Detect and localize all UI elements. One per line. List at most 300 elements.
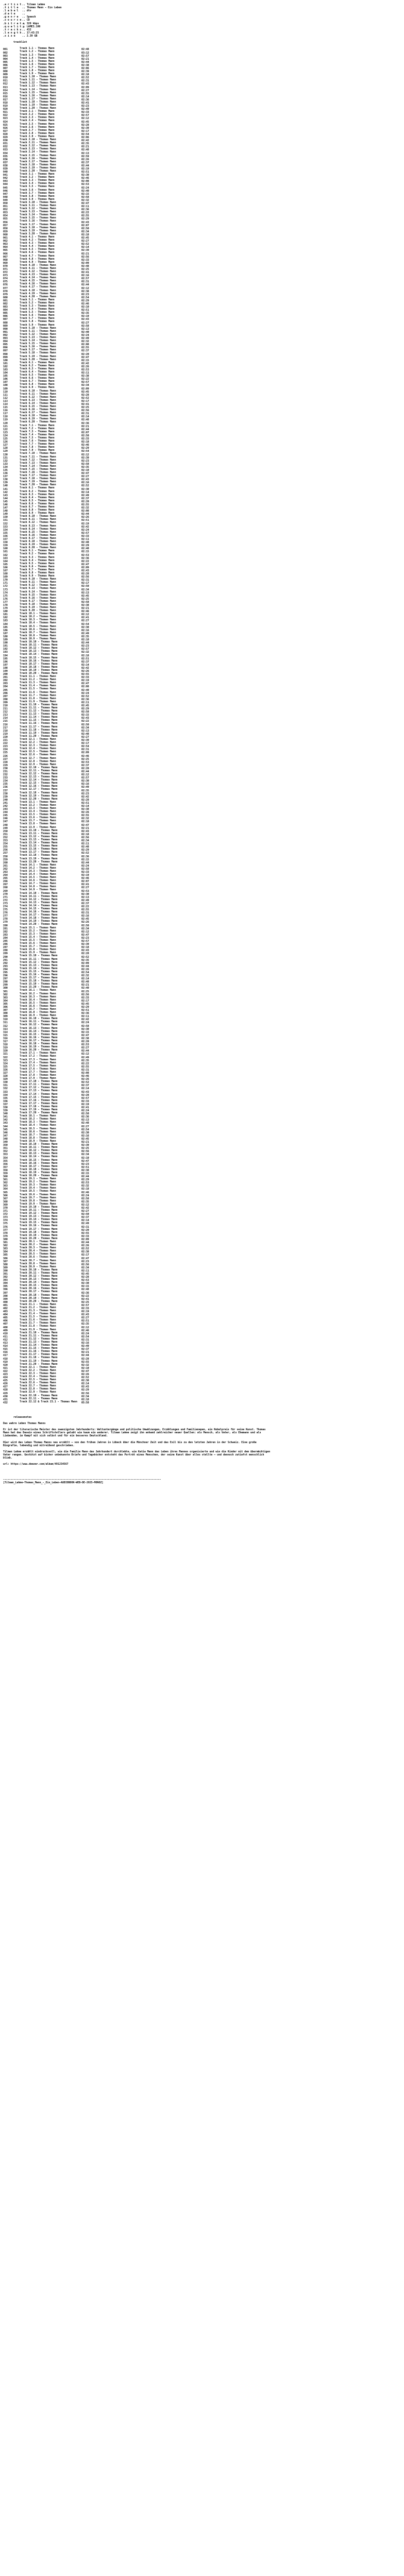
track-number: 073 (3, 274, 8, 277)
release-info-label: .a r t i s t (3, 3, 22, 6)
track-number: 408 (3, 1326, 8, 1328)
track-duration: 02:19 (81, 1103, 89, 1105)
track-duration: 02:23 (81, 459, 89, 462)
release-info-value: .. 320 kbps (22, 22, 39, 25)
track-duration: 02:52 (81, 76, 89, 79)
track-number: 432 (3, 1401, 8, 1403)
track-title: Track 14.14 - Thomas Mann (20, 904, 58, 907)
track-title: Track 16.1 - Thomas Mann (20, 989, 56, 992)
track-title: Track 8.10 - Thomas Mann (20, 515, 56, 518)
track-number: 308 (3, 1012, 8, 1014)
track-title: Track 1.4 - Thomas Mann (20, 56, 55, 60)
track-duration: 02:29 (81, 1388, 89, 1391)
track-title: Track 14.2 - Thomas Mann (20, 866, 56, 870)
track-title: Track 17.16 - Thomas Mann (20, 1098, 58, 1102)
track-number: 370 (3, 1207, 8, 1209)
track-number: 212 (3, 710, 8, 713)
track-duration: 02:55 (81, 346, 89, 349)
track-number: 357 (3, 1165, 8, 1168)
track-number: 374 (3, 1219, 8, 1222)
track-number: 125 (3, 437, 8, 440)
track-number: 019 (3, 105, 8, 107)
track-title: Track 20.9 - Thomas Mann (20, 1265, 56, 1268)
track-duration: 02:57 (81, 114, 89, 116)
track-title: Track 16.3 - Thomas Mann (20, 995, 56, 998)
track-title: Track 9.10 - Thomas Mann (20, 578, 56, 581)
track-title: Track 19.6 - Thomas Mann (20, 1193, 56, 1196)
track-number: 309 (3, 1015, 8, 1018)
track-title: Track 5.19 - Thomas Mann (20, 354, 56, 358)
track-duration: 02:36 (81, 698, 89, 700)
track-number: 231 (3, 770, 8, 772)
track-number: 236 (3, 786, 8, 788)
track-duration: 02:54 (81, 132, 89, 135)
track-duration: 02:32 (81, 817, 89, 820)
track-duration: 02:47 (81, 355, 89, 358)
track-title: Track 17.14 - Thomas Mann (20, 1092, 58, 1096)
track-title: Track 21.10 - Thomas Mann (20, 1331, 58, 1334)
track-title: Track 22.7 - Thomas Mann (20, 1384, 56, 1388)
track-duration: 02:43 (81, 829, 89, 832)
track-number: 355 (3, 1159, 8, 1162)
track-duration: 02:26 (81, 158, 89, 160)
track-number: 090 (3, 327, 8, 330)
release-notes-paragraph: Tilman Lahme erzählt eindrucksvoll, wie die Familie Mann das Jahrhundert durchlebte, wie Katia Mann das Leben ihres Mannes organisierte und wie die Kinder mit dem übermächtigen Vater rangen. Gestützt auf bisher unbekannte Briefe und Tagebücher entsteht das Porträt eines Menschen, der seine Kunst über alles stellte – und dennoch zutiefst menschlich blieb. (3, 1450, 272, 1460)
track-duration: 02:43 (81, 569, 89, 571)
track-title: Track 3.1 - Thomas Mann (20, 173, 55, 176)
track-duration: 02:49 (81, 786, 89, 788)
release-info-value: .. Speech (22, 15, 36, 19)
track-title: Track 4.7 - Thomas Mann (20, 254, 55, 258)
track-number: 261 (3, 864, 8, 867)
track-duration: 02:27 (81, 321, 89, 324)
track-title: Track 14.19 - Thomas Mann (20, 920, 58, 923)
track-duration: 02:57 (81, 776, 89, 779)
track-title: Track 1.12 - Thomas Mann (20, 81, 56, 85)
track-title: Track 5.12 - Thomas Mann (20, 332, 56, 336)
track-duration: 02:21 (81, 1141, 89, 1143)
track-duration: 02:53 (81, 368, 89, 370)
track-title: Track 21.17 - Thomas Mann (20, 1353, 58, 1357)
track-number: 195 (3, 657, 8, 659)
release-info-value: .. Thomas Mann - Ein Leben (22, 6, 62, 10)
track-title: Track 1.11 - Thomas Mann (20, 78, 56, 82)
track-title: Track 1.14 - Thomas Mann (20, 88, 56, 91)
track-title: Track 2.6 - Thomas Mann (20, 125, 55, 129)
track-number: 301 (3, 990, 8, 992)
track-number: 302 (3, 993, 8, 995)
track-duration: 02:36 (81, 1115, 89, 1118)
track-duration: 02:56 (81, 993, 89, 995)
track-number: 203 (3, 682, 8, 685)
track-title: Track 17.20 - Thomas Mann (20, 1111, 58, 1115)
track-duration: 02:18 (81, 1188, 89, 1190)
track-title: Track 15.4 - Thomas Mann (20, 935, 56, 939)
track-number: 262 (3, 867, 8, 870)
track-duration: 02:12 (81, 453, 89, 455)
track-title: Track 21.3 - Thomas Mann (20, 1309, 56, 1312)
track-number: 292 (3, 961, 8, 964)
track-title: Track 22.3 - Thomas Mann (20, 1371, 56, 1375)
track-duration: 02:52 (81, 243, 89, 245)
track-title: Track 15.11 - Thomas Mann (20, 957, 58, 961)
track-duration: 02:17 (81, 129, 89, 132)
track-number: 274 (3, 905, 8, 907)
track-number: 053 (3, 211, 8, 214)
track-number: 298 (3, 980, 8, 983)
track-number: 040 (3, 171, 8, 173)
track-duration: 02:36 (81, 208, 89, 211)
track-duration: 02:52 (81, 1247, 89, 1250)
track-title: Track 21.7 - Thomas Mann (20, 1321, 56, 1325)
track-title: Track 9.15 - Thomas Mann (20, 593, 56, 597)
track-duration: 02:46 (81, 1329, 89, 1331)
track-duration: 02:58 (81, 1024, 89, 1027)
track-number: 397 (3, 1291, 8, 1294)
track-title: Track 12.11 - Thomas Mann (20, 769, 58, 772)
track-title: Track 10.16 - Thomas Mann (20, 659, 58, 663)
track-title: Track 3.2 - Thomas Mann (20, 176, 55, 179)
track-duration: 02:47 (81, 1257, 89, 1259)
track-number: 060 (3, 233, 8, 235)
track-title: Track 6.18 - Thomas Mann (20, 414, 56, 418)
track-duration: 02:29 (81, 217, 89, 220)
track-number: 016 (3, 95, 8, 97)
track-title: Track 9.20 - Thomas Mann (20, 609, 56, 613)
track-title: Track 3.6 - Thomas Mann (20, 188, 55, 192)
track-duration: 02:27 (81, 1316, 89, 1319)
track-duration: 02:27 (81, 240, 89, 242)
track-duration: 02:58 (81, 324, 89, 327)
track-title: Track 10.8 - Thomas Mann (20, 634, 56, 637)
track-duration: 02:57 (81, 54, 89, 57)
track-title: Track 19.12 - Thomas Mann (20, 1212, 58, 1215)
track-number: 048 (3, 195, 8, 198)
track-title: Track 15.18 - Thomas Mann (20, 979, 58, 983)
track-number: 204 (3, 685, 8, 688)
track-duration: 02:34 (81, 1266, 89, 1268)
track-title: Track 7.10 - Thomas Mann (20, 452, 56, 455)
track-number: 242 (3, 805, 8, 807)
track-title: Track 2.5 - Thomas Mann (20, 122, 55, 126)
track-title: Track 21.16 - Thomas Mann (20, 1350, 58, 1353)
track-duration: 02:32 (81, 974, 89, 977)
track-number: 391 (3, 1272, 8, 1275)
track-number: 418 (3, 1357, 8, 1360)
track-duration: 02:50 (81, 585, 89, 587)
track-duration: 02:19 (81, 315, 89, 317)
track-title: Track 12.1 - Thomas Mann (20, 737, 56, 741)
track-duration: 02:24 (81, 864, 89, 867)
track-number: 419 (3, 1360, 8, 1363)
track-duration: 02:31 (81, 579, 89, 581)
track-duration: 02:48 (81, 418, 89, 421)
track-number: 186 (3, 629, 8, 631)
track-title: Track 14.18 - Thomas Mann (20, 917, 58, 920)
track-list (3, 47, 401, 1403)
track-duration: 02:57 (81, 1303, 89, 1306)
track-number: 030 (3, 139, 8, 142)
track-number: 066 (3, 252, 8, 255)
track-duration: 02:54 (81, 1128, 89, 1130)
track-number: 059 (3, 230, 8, 232)
track-title: Track 20.13 - Thomas Mann (20, 1278, 58, 1281)
track-duration: 02:17 (81, 1253, 89, 1256)
track-duration: 02:43 (81, 1090, 89, 1093)
track-duration: 02:51 (81, 309, 89, 311)
track-title: Track 13.15 - Thomas Mann (20, 844, 58, 848)
track-duration: 02:24 (81, 1109, 89, 1112)
track-duration: 02:43 (81, 82, 89, 85)
track-number: 022 (3, 114, 8, 116)
track-duration: 02:09 (81, 261, 89, 264)
track-title: Track 9.13 - Thomas Mann (20, 587, 56, 590)
track-title: Track 9.9 - Thomas Mann (20, 574, 55, 578)
release-notes-title: Das wahre Leben Thomas Manns (3, 1422, 46, 1425)
track-title: Track 7.2 - Thomas Mann (20, 427, 55, 430)
track-number: 303 (3, 996, 8, 998)
track-title: Track 9.16 - Thomas Mann (20, 596, 56, 600)
track-number: 404 (3, 1313, 8, 1316)
track-number: 187 (3, 632, 8, 634)
track-title: Track 16.5 - Thomas Mann (20, 1001, 56, 1005)
track-title: Track 6.8 - Thomas Mann (20, 383, 55, 386)
track-duration: 02:31 (81, 748, 89, 751)
track-duration: 02:09 (81, 961, 89, 964)
track-title: Track 5.16 - Thomas Mann (20, 345, 56, 349)
track-title: Track 5.4 - Thomas Mann (20, 308, 55, 311)
track-duration: 02:08 (81, 1071, 89, 1074)
track-number: 348 (3, 1137, 8, 1140)
track-duration: 02:06 (81, 136, 89, 139)
track-duration: 02:53 (81, 553, 89, 556)
track-number: 189 (3, 638, 8, 641)
track-title: Track 11.19 - Thomas Mann (20, 731, 58, 735)
track-duration: 02:38 (81, 1250, 89, 1253)
track-number: 389 (3, 1266, 8, 1268)
track-number: 399 (3, 1297, 8, 1300)
track-duration: 02:47 (81, 823, 89, 826)
track-title: Track 6.20 - Thomas Mann (20, 420, 56, 424)
track-title: Track 18.8 - Thomas Mann (20, 1136, 56, 1140)
track-duration: 02:26 (81, 365, 89, 367)
track-title: Track 6.12 - Thomas Mann (20, 395, 56, 399)
track-number: 315 (3, 1033, 8, 1036)
track-title: Track 13.10 - Thomas Mann (20, 828, 58, 832)
track-title: Track 14.8 - Thomas Mann (20, 885, 56, 889)
track-duration: 02:47 (81, 933, 89, 936)
track-title: Track 9.7 - Thomas Mann (20, 568, 55, 571)
track-duration: 02:21 (81, 145, 89, 148)
track-duration: 02:36 (81, 556, 89, 559)
track-duration: 02:20 (81, 1040, 89, 1043)
track-number: 042 (3, 177, 8, 179)
track-number: 079 (3, 293, 8, 295)
track-title: Track 19.7 - Thomas Mann (20, 1196, 56, 1199)
track-number: 044 (3, 183, 8, 185)
release-notes-paragraph: Hier wird das Leben Thomas Manns neu erzählt – von den frühen Jahren in Lübeck über die Münchner Zeit und das Exil bis zu den letzten Jahren in der Schweiz. Eine große Biografie, lebendig und mitreißend geschrieben. (3, 1440, 258, 1447)
release-info-label: .s i z e (3, 34, 15, 38)
track-title: Track 7.3 - Thomas Mann (20, 430, 55, 433)
track-duration: 02:21 (81, 984, 89, 986)
track-number: 387 (3, 1260, 8, 1262)
release-info-value: .. Tilman Lahme (22, 3, 45, 6)
track-title: Track 14.10 - Thomas Mann (20, 891, 58, 895)
track-number: 245 (3, 814, 8, 817)
track-number: 116 (3, 409, 8, 412)
track-duration: 02:54 (81, 450, 89, 452)
track-duration: 02:16 (81, 1134, 89, 1137)
track-number: 091 (3, 330, 8, 333)
track-number: 222 (3, 742, 8, 744)
track-duration: 02:12 (81, 117, 89, 120)
track-title: Track 11.15 - Thomas Mann (20, 719, 58, 722)
track-number: 201 (3, 676, 8, 679)
track-number: 106 (3, 378, 8, 380)
track-title: Track 15.10 - Thomas Mann (20, 954, 58, 958)
track-title: Track 20.6 - Thomas Mann (20, 1256, 56, 1259)
track-duration: 02:12 (81, 1053, 89, 1055)
track-duration: 02:14 (81, 663, 89, 666)
track-duration: 02:33 (81, 1307, 89, 1309)
track-number: 028 (3, 132, 8, 135)
track-title: Track 12.14 - Thomas Mann (20, 778, 58, 782)
track-number: 383 (3, 1247, 8, 1250)
track-duration: 02:37 (81, 161, 89, 163)
track-duration: 02:20 (81, 767, 89, 769)
track-title: Track 15.8 - Thomas Mann (20, 948, 56, 952)
track-duration: 02:42 (81, 362, 89, 364)
track-duration: 02:37 (81, 1348, 89, 1350)
track-title: Track 7.7 - Thomas Mann (20, 443, 55, 446)
track-number: 354 (3, 1156, 8, 1159)
track-number: 001 (3, 48, 8, 50)
track-duration: 02:22 (81, 211, 89, 214)
track-title: Track 20.14 - Thomas Mann (20, 1281, 58, 1284)
track-title: Track 17.13 - Thomas Mann (20, 1089, 58, 1093)
track-title: Track 3.5 - Thomas Mann (20, 185, 55, 189)
track-number: 011 (3, 79, 8, 82)
track-title: Track 11.16 - Thomas Mann (20, 722, 58, 725)
track-number: 254 (3, 842, 8, 845)
track-title: Track 6.14 - Thomas Mann (20, 401, 56, 405)
release-notes-paragraph: Er ist der literarische Meister des zwanzigsten Jahrhunderts: Weltuntergänge und politische Umwälzungen, Erzählungen und Familienepen, ein Nobelpreis für seine Kunst. Thomas Mann hat das Dasein eines Schriftstellers gelebt wie kaum ein anderer. Tilman Lahme zeigt ihn anhand zahlreicher neuer Quellen: als Mensch, als Vater, als Ehemann und als Liebenden, im Kampf mit sich selbst und für ein besseres Deutschland. (3, 1428, 267, 1438)
track-title: Track 2.15 - Thomas Mann (20, 154, 56, 157)
track-number: 380 (3, 1238, 8, 1240)
track-title: Track 8.15 - Thomas Mann (20, 530, 56, 534)
track-duration: 02:16 (81, 274, 89, 277)
track-number: 196 (3, 660, 8, 663)
track-number: 118 (3, 415, 8, 418)
release-info-label: .g e n r e (3, 15, 19, 19)
track-number: 230 (3, 767, 8, 769)
track-title: Track 21.2 - Thomas Mann (20, 1306, 56, 1309)
track-duration: 02:48 (81, 845, 89, 848)
track-title: Track 12.12 - Thomas Mann (20, 772, 58, 775)
track-title: Track 19.3 - Thomas Mann (20, 1183, 56, 1187)
track-title: Track 4.6 - Thomas Mann (20, 251, 55, 255)
track-title: Track 7.9 - Thomas Mann (20, 449, 55, 452)
track-title: Track 20.17 - Thomas Mann (20, 1290, 58, 1294)
track-number: 343 (3, 1122, 8, 1124)
track-title: Track 16.17 - Thomas Mann (20, 1039, 58, 1042)
track-title: Track 10.6 - Thomas Mann (20, 628, 56, 631)
track-title: Track 2.2 - Thomas Mann (20, 113, 55, 116)
track-title: Track 13.17 - Thomas Mann (20, 851, 58, 854)
track-number: 297 (3, 977, 8, 980)
track-number: 415 (3, 1348, 8, 1350)
track-title: Track 15.14 - Thomas Mann (20, 967, 58, 970)
track-title: Track 14.12 - Thomas Mann (20, 897, 58, 901)
track-duration: 02:48 (81, 264, 89, 267)
track-duration: 02:44 (81, 770, 89, 772)
track-title: Track 15.2 - Thomas Mann (20, 929, 56, 933)
track-number: 031 (3, 142, 8, 145)
track-title: Track 6.16 - Thomas Mann (20, 408, 56, 412)
track-duration: 02:18 (81, 946, 89, 948)
track-duration: 02:14 (81, 1087, 89, 1090)
track-title: Track 6.13 - Thomas Mann (20, 398, 56, 402)
track-number: 258 (3, 855, 8, 857)
track-number: 095 (3, 343, 8, 346)
track-number: 014 (3, 89, 8, 91)
track-title: Track 16.13 - Thomas Mann (20, 1026, 58, 1030)
track-duration: 02:16 (81, 629, 89, 631)
track-title: Track 13.7 - Thomas Mann (20, 819, 56, 823)
track-number: 182 (3, 616, 8, 619)
track-duration: 02:09 (81, 1238, 89, 1240)
track-number: 088 (3, 321, 8, 324)
track-duration: 02:29 (81, 1006, 89, 1008)
track-number: 376 (3, 1225, 8, 1228)
track-number: 403 (3, 1310, 8, 1313)
track-title: Track 9.18 - Thomas Mann (20, 602, 56, 606)
track-duration: 02:51 (81, 1165, 89, 1168)
track-title: Track 15.9 - Thomas Mann (20, 951, 56, 955)
track-number: 335 (3, 1096, 8, 1099)
track-number: 045 (3, 186, 8, 189)
track-number: 273 (3, 902, 8, 904)
track-duration: 02:58 (81, 600, 89, 603)
track-title: Track 10.15 - Thomas Mann (20, 656, 58, 659)
track-title: Track 5.18 - Thomas Mann (20, 351, 56, 355)
track-duration: 02:45 (81, 1272, 89, 1275)
track-duration: 02:12 (81, 286, 89, 289)
track-duration: 02:17 (81, 582, 89, 584)
track-number: 033 (3, 148, 8, 151)
tracklist-heading: tracklist (13, 41, 27, 44)
track-number: 385 (3, 1253, 8, 1256)
track-number: 101 (3, 362, 8, 364)
track-title: Track 4.18 - Thomas Mann (20, 289, 56, 292)
track-title: Track 22.1 - Thomas Mann (20, 1365, 56, 1369)
track-title: Track 17.8 - Thomas Mann (20, 1073, 56, 1077)
track-title: Track 11.7 - Thomas Mann (20, 693, 56, 697)
track-duration: 02:58 (81, 710, 89, 713)
track-duration: 02:33 (81, 870, 89, 873)
track-duration: 02:18 (81, 73, 89, 76)
track-number: 287 (3, 946, 8, 948)
track-duration: 02:55 (81, 92, 89, 94)
track-number: 213 (3, 714, 8, 716)
track-title: Track 7.1 - Thomas Mann (20, 423, 55, 427)
track-number: 312 (3, 1024, 8, 1027)
track-number: 123 (3, 431, 8, 433)
track-number: 138 (3, 478, 8, 481)
track-duration: 02:38 (81, 808, 89, 810)
track-title: Track 3.16 - Thomas Mann (20, 219, 56, 223)
track-number: 350 (3, 1144, 8, 1146)
